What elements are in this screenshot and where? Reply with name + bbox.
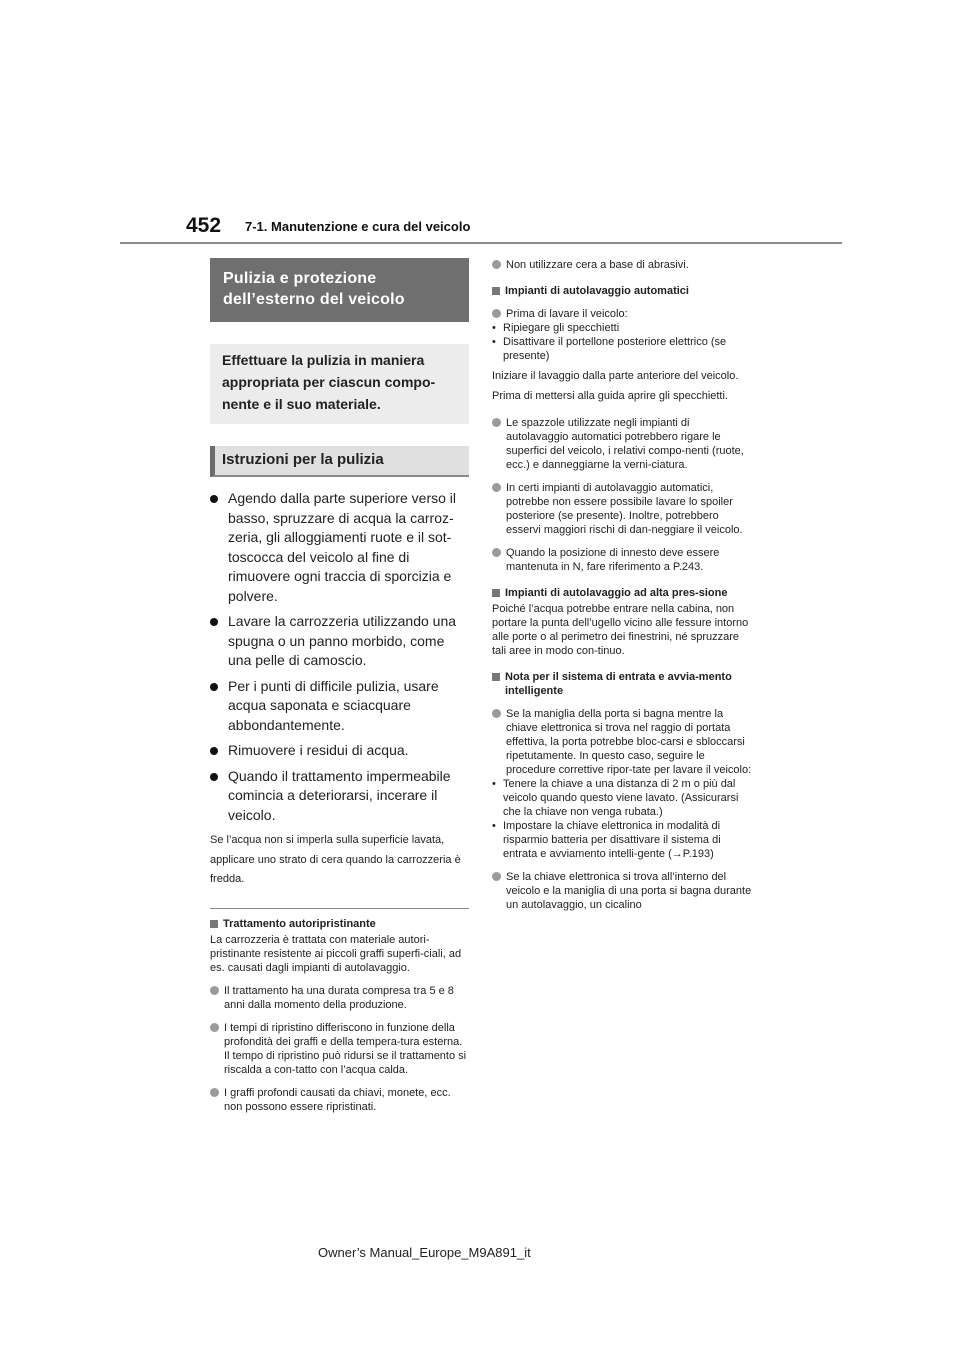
auto-wash-heading: Impianti di autolavaggio automatici xyxy=(492,284,754,298)
list-item: Quando la posizione di innesto deve essere mantenuta in N, fare riferimento a P.243. xyxy=(492,546,754,574)
circle-bullet-icon xyxy=(492,872,501,881)
banner-line-1: Pulizia e protezione xyxy=(223,270,377,287)
smart-entry-heading: Nota per il sistema di entrata e avvia-mento intelligente xyxy=(492,670,754,698)
list-item: In certi impianti di autolavaggio automatici, potrebbe non essere possibile lavare lo spoiler posteriore (se presente). Inoltre, potrebbero esservi maggiori rischi di dan-neggiare il veicolo. xyxy=(492,481,754,537)
circle-bullet-icon xyxy=(492,548,501,557)
chapter-banner xyxy=(210,258,469,322)
bullet-icon xyxy=(210,683,218,691)
square-bullet-icon xyxy=(210,920,218,928)
auto-wash-paragraph: Iniziare il lavaggio dalla parte anteriore del veicolo. Prima di mettersi alla guida aprire gli specchietti. xyxy=(492,370,739,402)
circle-bullet-icon xyxy=(492,260,501,269)
left-column xyxy=(210,258,469,1114)
circle-bullet-icon xyxy=(492,418,501,427)
circle-bullet-icon xyxy=(492,483,501,492)
sub-list-item: • Impostare la chiave elettronica in modalità di risparmio batteria per disattivare il sistema di entrata e avviamento intelli-gente (→P.193) xyxy=(492,820,721,860)
list-item: I tempi di ripristino differiscono in funzione della profondità dei graffi e della tempera-tura esterna. Il tempo di ripristino può ridursi se il trattamento si riscalda a con-tatto con l’acqua calda. xyxy=(210,1021,469,1077)
list-item: Prima di lavare il veicolo: xyxy=(492,307,754,321)
divider xyxy=(210,908,469,909)
circle-bullet-icon xyxy=(210,986,219,995)
circle-bullet-icon xyxy=(492,709,501,718)
self-heal-heading: Trattamento autoripristinante xyxy=(210,917,469,931)
list-item: Rimuovere i residui di acqua. xyxy=(210,741,469,761)
sub-list-item: • Disattivare il portellone posteriore elettrico (se presente) xyxy=(492,336,727,362)
list-item: Non utilizzare cera a base di abrasivi. xyxy=(492,258,754,272)
header-rule xyxy=(120,242,842,244)
list-item: Se la chiave elettronica si trova all’interno del veicolo e la maniglia di una porta si bagna durante un autolavaggio, un cicalino xyxy=(492,870,754,912)
high-pressure-text: Poiché l’acqua potrebbe entrare nella cabina, non portare la punta dell’ugello vicino alle fessure intorno alle porte o al perimetro dei finestrini, né spruzzare tali aree in modo con-tinuo. xyxy=(492,603,749,657)
list-item: Il trattamento ha una durata compresa tra 5 e 8 anni dalla momento della produzione. xyxy=(210,984,469,1012)
auto-wash-sublist xyxy=(492,321,754,363)
bullet-icon xyxy=(210,747,218,755)
bullet-icon xyxy=(210,773,218,781)
list-item: Quando il trattamento impermeabile comincia a deteriorarsi, incerare il veicolo. xyxy=(210,767,469,826)
sub-list-item: • Tenere la chiave a una distanza di 2 m o più dal veicolo quando questo viene lavato. (Assicurarsi che la chiave non venga rubata.) xyxy=(492,778,739,818)
high-pressure-heading: Impianti di autolavaggio ad alta pres-sione xyxy=(492,586,754,600)
self-heal-text: La carrozzeria è trattata con materiale autori-pristinante resistente ai piccoli graffi superfi-ciali, ad es. causati dagli impianti di autolavaggio. xyxy=(210,933,462,974)
right-column xyxy=(492,258,754,912)
square-bullet-icon xyxy=(492,673,500,681)
cleaning-list xyxy=(210,489,469,825)
circle-bullet-icon xyxy=(492,309,501,318)
square-bullet-icon xyxy=(492,287,500,295)
page-footer: Owner’s Manual_Europe_M9A891_it xyxy=(318,1245,531,1260)
page-number: 452 xyxy=(186,214,222,237)
list-item: Le spazzole utilizzate negli impianti di autolavaggio automatici potrebbero rigare le superfici del veicolo, i relativi compo-nenti (ruote, ecc.) e danneggiarne la verni-ciatura. xyxy=(492,416,754,472)
circle-bullet-icon xyxy=(210,1023,219,1032)
sub-list-item: • Ripiegare gli specchietti xyxy=(492,322,620,334)
bullet-icon xyxy=(210,495,218,503)
circle-bullet-icon xyxy=(210,1088,219,1097)
square-bullet-icon xyxy=(492,589,500,597)
bullet-icon xyxy=(210,618,218,626)
list-item: Per i punti di difficile pulizia, usare acqua saponata e sciacquare abbondantemente. xyxy=(210,677,469,736)
intro-box: Effettuare la pulizia in maniera appropriata per ciascun compo-nente e il suo materiale. xyxy=(210,344,469,424)
list-item: I graffi profondi causati da chiavi, monete, ecc. non possono essere ripristinati. xyxy=(210,1086,469,1114)
list-item: Agendo dalla parte superiore verso il basso, spruzzare di acqua la carroz-zeria, gli alloggiamenti ruote e il sot-toscocca del veicolo al fine di rimuovere ogni traccia di sporcizia e polvere. xyxy=(210,489,469,606)
section-title: 7-1. Manutenzione e cura del veicolo xyxy=(245,219,471,234)
list-item: Se la maniglia della porta si bagna mentre la chiave elettronica si trova nel raggio di portata effettiva, la porta potrebbe bloc-carsi e sbloccarsi ripetutamente. In questo caso, seguire le procedure correttive ripor-tate per lavare il veicolo: • Tenere la chiave a una distanza di 2 m o più dal veicolo quando questo viene lavato. (Assicurarsi che la chiave non venga rubata.) • Impostare la chiave elettronica in modalità di risparmio batteria per disattivare il sistema di entrata e avviamento intelli-gente (→P.193) xyxy=(492,707,754,861)
list-item: Lavare la carrozzeria utilizzando una spugna o un panno morbido, come una pelle di camoscio. xyxy=(210,612,469,671)
wax-note: Se l’acqua non si imperla sulla superficie lavata, applicare uno strato di cera quando la carrozzeria è fredda. xyxy=(210,834,461,885)
banner-line-2: dell’esterno del veicolo xyxy=(223,291,405,308)
cleaning-subhead: Istruzioni per la pulizia xyxy=(210,446,469,477)
smart-entry-sublist xyxy=(492,777,754,861)
